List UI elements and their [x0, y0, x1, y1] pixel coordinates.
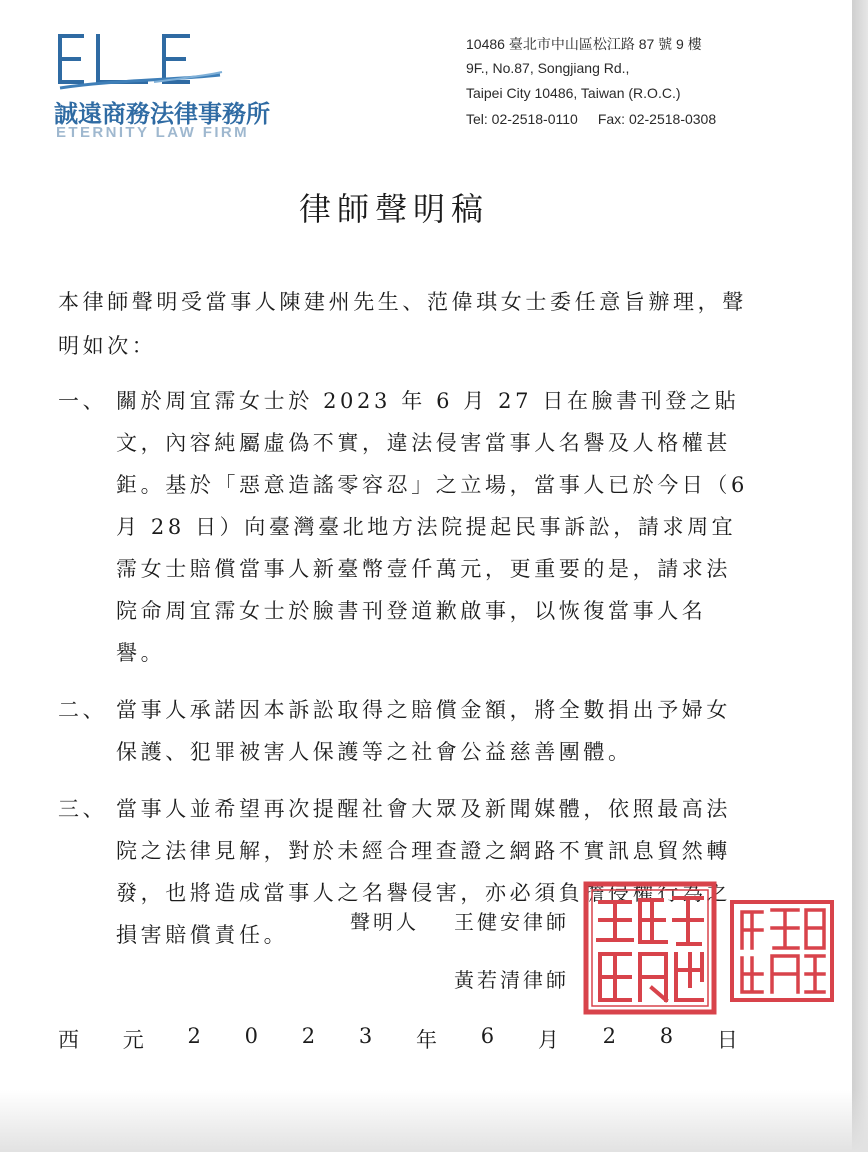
item-number: 一、 [58, 389, 108, 413]
address-line-2: 9F., No.87, Songjiang Rd., [466, 59, 630, 76]
date-char: 8 [659, 1024, 674, 1048]
date-char: 3 [358, 1024, 373, 1048]
ele-logo-mark [54, 30, 224, 92]
date-char: 西 [58, 1028, 79, 1052]
document-title: 律師聲明稿 [298, 190, 489, 228]
bottom-fade [0, 1090, 868, 1152]
date-char: 6 [480, 1024, 495, 1048]
address-line-1: 10486 臺北市中山區松江路 87 號 9 樓 [466, 36, 702, 52]
date-char: 2 [602, 1024, 616, 1048]
contact-line [466, 111, 716, 137]
declarant-line [350, 906, 569, 935]
date-char: 2 [187, 1024, 201, 1048]
lawyer-name-1: 王健安律師 [454, 910, 569, 934]
declarant-label: 聲明人 [350, 910, 419, 934]
item-text: 當事人並希望再次提醒社會大眾及新聞媒體，依照最高法院之法律見解，對於未經合理查證之網路不實訊息貿然轉發，也將造成當事人之名譽侵害，亦必須負擔侵權行為之損害賠償責任。 [116, 797, 731, 947]
firm-address [466, 34, 716, 136]
telephone: Tel: 02-2518-0110 [466, 110, 578, 127]
lawyer-name-2: 黃若清律師 [454, 968, 569, 992]
date-char: 年 [416, 1028, 437, 1052]
firm-logo [54, 30, 324, 142]
date-char: 日 [716, 1028, 738, 1052]
lawyer-seal-large [582, 880, 718, 1016]
item-number: 三、 [58, 797, 108, 821]
lawyer-seal-small [728, 898, 836, 1004]
document-date [58, 1024, 738, 1054]
item-text: 當事人承諾因本訴訟取得之賠償金額，將全數捐出予婦女保護、犯罪被害人保護等之社會公益慈善團體。 [116, 698, 731, 764]
date-char: 0 [244, 1024, 258, 1048]
date-char: 2 [301, 1024, 316, 1048]
statement-item-1 [58, 380, 748, 674]
firm-name-english: ETERNITY LAW FIRM [56, 124, 250, 141]
item-number: 二、 [58, 698, 108, 722]
item-text: 關於周宜霈女士於 2023 年 6 月 27 日在臉書刊登之貼文，內容純屬虛偽不實，違法侵害當事人名譽及人格權甚鉅。基於「惡意造謠零容忍」之立場，當事人已於今日（6 月 28 日）向臺灣臺北地方法院提起民事訴訟，請求周宜霈女士賠償當事人新臺幣壹仟萬元，更重要的是，請求法院命周宜霈女士於臉書刊登道歉啟事，以恢復當事人名譽。 [116, 389, 748, 665]
intro-paragraph: 本律師聲明受當事人陳建州先生、范偉琪女士委任意旨辦理，聲明如次： [58, 290, 747, 358]
date-char: 月 [537, 1028, 559, 1052]
address-line-3: Taipei City 10486, Taiwan (R.O.C.) [466, 85, 681, 101]
statement-item-2 [58, 689, 748, 773]
page-edge-shadow [852, 0, 868, 1152]
date-char: 元 [122, 1028, 144, 1052]
statement-list [58, 380, 748, 956]
fax: Fax: 02-2518-0308 [597, 110, 717, 127]
firm-name: 誠遠商務法律事務所 [54, 99, 270, 128]
